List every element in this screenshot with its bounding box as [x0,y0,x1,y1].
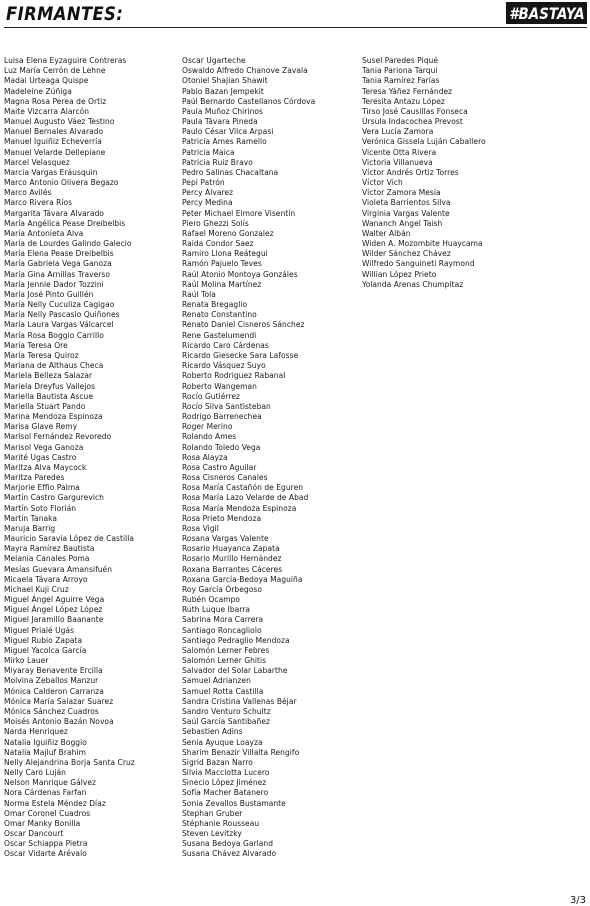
signatory-name: Miguel Ángel Aguirre Vega [4,595,105,605]
signatory-name: Rubén Ocampo [182,595,241,605]
signatory-name: María Laura Vargas Válcarcel [4,320,114,330]
signatory-name: María Antonieta Alva [4,228,84,238]
signatory-name: Mónica Calderon Carranza [4,686,104,696]
signatory-name: Renato Daniel Cisneros Sánchez [182,320,305,330]
signatory-name: Marisa Glave Remy [4,422,78,432]
signatory-name: Luisa Elena Eyzaguire Contreras [4,56,127,65]
signatory-name: Luz María Cerrón de Lehne [4,66,106,76]
signatory-name: Senia Ayuque Loayza [182,737,263,747]
hashtag-badge [506,2,587,24]
signatory-name: Stéphanie Rousseau [182,818,260,828]
signatory-name: Teresita Antazu López [362,96,445,106]
signatory-name: Susel Paredes Piqué [362,56,439,65]
signatory-name: María Nelly Cuculiza Cagigao [4,300,115,310]
signatory-name: Pepi Patrón [182,178,225,188]
signatory-name: Santiago Roncagliolo [182,625,262,635]
signatory-name: Sharim Benazir Villalta Rengifo [182,747,300,757]
signatory-name: Marisol Vega Ganoza [4,442,84,452]
signatory-name: Molvina Zeballos Manzur [4,676,99,686]
signatory-name: María Gina Arnillas Traverso [4,269,111,279]
signatory-name: Samuel Rotta Castilla [182,686,264,696]
signatory-name: Víctor Vich [362,178,403,188]
signatory-name: Rosa Cisneros Canales [182,473,268,483]
signatory-name: Roberto Wangeman [182,381,257,391]
signatory-name: Marina Mendoza Espinoza [4,412,103,422]
signatory-name: Magna Rosa Perea de Ortiz [4,96,107,106]
signatory-name: Rocío Gutiérrez [182,391,241,401]
signatory-name: Steven Levitzky [182,829,242,839]
signatory-name: Raúl Tola [182,289,216,299]
signatory-name: Raida Condor Saez [182,239,254,249]
signatory-name: Patricia Ruiz Bravo [182,157,253,167]
signatory-name: Oswaldo Alfredo Chanove Zavala [182,66,308,76]
signatory-name: Maritza Alva Maycock [4,462,87,472]
signatory-name: María Teresa Quiroz [4,350,79,360]
signatory-name: Marcel Velasquez [4,157,70,167]
signatory-name: Mónica Sánchez Cuadros [4,707,99,716]
signatory-name: Miguel Prialé Ugás [4,625,75,635]
signatory-name: Teresa Yáñez Fernández [362,86,453,96]
signatory-name: Omar Manky Bonilla [4,818,81,828]
signatory-name: Manuel Iguiñiz Echeverría [4,137,102,147]
signatory-name: Nora Cárdenas Farfan [4,788,87,798]
signatory-name: Mirko Lauer [4,656,49,666]
signatory-name: Ramiro Llona Reátegui [182,249,268,259]
signatory-name: Oscar Vidarte Arévalo [4,849,87,859]
signatory-name: Sebastien Adins [182,727,243,737]
signatory-name: Patricia Ames Ramello [182,137,267,147]
signatory-name: Sandro Venturo Schultz [182,707,271,716]
signatory-name: Tirso José Causillas Fonseca [362,106,468,116]
signatory-name: Marco Avilés [4,188,52,198]
signatory-name: Mariela Belleza Salazar [4,371,93,381]
signatory-name: Walter Albán [362,228,411,238]
signatory-name: Rosa Prieto Mendoza [182,513,262,523]
signatory-name: Rocío Silva Santisteban [182,401,271,411]
signatory-name: Víctor Andrés Ortiz Torres [362,167,459,177]
signatory-name: María Nelly Pascasio Quiñones [4,310,120,320]
signatory-name: Rosa Castro Aguilar [182,462,257,472]
signatory-name: Yolanda Arenas Chumpitaz [362,279,464,289]
signatory-name: Rolando Toledo Vega [182,442,261,452]
signatory-name: Verónica Gissela Luján Caballero [362,137,486,147]
signatory-name: Rolando Ames [182,432,237,442]
signatories-column-3 [362,56,486,290]
signatory-name: Micaela Távara Arroyo [4,574,88,584]
signatory-name: María Gabriela Vega Ganoza [4,259,112,269]
signatory-name: Pedro Salinas Chacaltana [182,167,279,177]
signatory-name: Willian López Prieto [362,269,437,279]
signatory-name: Roger Merino [182,422,233,432]
signatory-name: Salomón Lerner Ghitis [182,656,267,666]
signatory-name: Tania Ramírez Farías [362,76,440,86]
signatory-name: Vicente Otta Rivera [362,147,437,157]
signatory-name: Rodrigo Barrenechea [182,412,262,422]
signatory-name: Mariella Stuart Pando [4,401,86,411]
signatory-name: Marco Antonio Olivera Begazo [4,178,119,188]
signatory-name: Maritza Paredes [4,473,65,483]
signatory-name: María Elena Pease Dreibelbis [4,249,114,259]
signatory-name: María Teresa Ore [4,340,68,350]
signatory-name: Rosario Huayanca Zapata [182,544,280,554]
signatory-name: Ramón Pajuelo Teves [182,259,262,269]
signatory-name: Violeta Barrientos Silva [362,198,451,208]
signatory-name: Roxana García-Bedoya Maguiña [182,574,303,584]
signatory-name: Úrsula Indacochea Prevost [362,117,463,127]
signatory-name: Samuel Adrianzen [182,676,251,686]
signatory-name: Salomón Lerner Febres [182,645,270,655]
signatory-name: Percy Álvarez [182,188,234,198]
signatory-name: Martín Tanaka [4,513,58,523]
signatory-name: Oscar Schiappa Pietra [4,839,88,849]
signatory-name: Mónica María Salazar Suarez [4,696,114,706]
signatory-name: Rosa María Castañón de Eguren [182,483,304,493]
hashtag-text: #BASTAYA [508,3,585,23]
signatory-name: Norma Estela Méndez Díaz [4,798,106,808]
signatory-name: Sonia Zevallos Bustamante [182,798,286,808]
signatory-name: Mesías Guevara Amansifuén [4,564,113,574]
signatory-name: Roxana Barrantes Cáceres [182,564,283,574]
page-number: 3/3 [569,895,586,906]
signatory-name: Miguel Jaramillo Baanante [4,615,104,625]
signatory-name: Marité Ugas Castro [4,452,77,462]
signatory-name: Wilfredo Sanguineti Raymond [362,259,475,269]
signatory-name: Omar Coronel Cuadros [4,808,91,818]
document-title: FIRMANTES: [6,3,124,25]
signatory-name: Víctor Zamora Mesía [362,188,441,198]
signatory-name: Marcia Vargas Eráusquin [4,167,98,177]
signatory-name: Victoria Villanueva [362,157,433,167]
signatory-name: Paula Muñoz Chirinos [182,106,263,116]
signatory-name: Patricia Maica [182,147,235,157]
signatory-name: Manuel Velarde Dellepiane [4,147,106,157]
signatory-name: Sinecio López Jiménez [182,778,267,788]
signatory-name: Saúl García Santibañez [182,717,270,727]
signatory-name: Natalia Iguiñiz Boggio [4,737,87,747]
signatory-name: Martín Soto Florián [4,503,77,513]
signatory-name: Nelly Alejandrina Borja Santa Cruz [4,757,135,767]
signatory-name: Raúl Molina Martínez [182,279,262,289]
signatory-name: Natalia Majluf Brahim [4,747,86,757]
signatory-name: Rosa Alayza [182,452,228,462]
signatory-name: Madai Urteaga Quispe [4,76,89,86]
signatory-name: Narda Henriquez [4,727,68,737]
signatory-name: Miyaray Benavente Ercilla [4,666,103,676]
signatory-name: Paulo César Vilca Arpasi [182,127,274,137]
signatory-name: Percy Medina [182,198,233,208]
signatory-name: Susana Bedoya Garland [182,839,274,849]
signatory-name: Nelson Manrique Gálvez [4,778,97,788]
signatory-name: Renato Constantino [182,310,257,320]
signatory-name: Rosa María Mendoza Espinoza [182,503,297,513]
signatory-name: Martín Castro Gargurevich [4,493,104,503]
signatory-name: Manuel Augusto Váez Testino [4,117,115,127]
signatory-name: Miguel Rubio Zapata [4,635,83,645]
signatory-name: Ricardo Caro Cárdenas [182,340,269,350]
signatory-name: Miguel Ángel López López [4,605,103,615]
signatories-column-1 [4,56,135,860]
signatory-name: Paula Távara Pineda [182,117,258,127]
signatory-name: Rosa María Lazo Velarde de Abad [182,493,309,503]
signatory-name: Silvia Macciotta Lucero [182,768,270,778]
signatory-name: Otoniel Shajian Shawit [182,76,268,86]
signatory-name: Moisés Antonio Bazán Novoa [4,717,114,727]
signatory-name: Virginia Vargas Valente [362,208,450,218]
signatory-name: Paúl Bernardo Castellanos Córdova [182,96,316,106]
signatory-name: Salvador del Solar Labarthe [182,666,288,676]
signatory-name: Mayra Ramírez Bautista [4,544,95,554]
signatory-name: Vera Lucía Zamora [362,127,434,137]
signatory-name: Miguel Yacolca García [4,645,87,655]
signatory-name: Peter Michael Elmore Visentín [182,208,296,218]
signatory-name: Oscar Dancourt [4,829,64,839]
signatory-name: Rosario Murillo Hernández [182,554,282,564]
signatory-name: Sabrina Mora Carrera [182,615,264,625]
signatory-name: Sandra Cristina Vallenas Béjar [182,696,297,706]
signatory-name: Rafael Moreno Gonzalez [182,228,274,238]
signatory-name: María Angélica Pease Dreibelbis [4,218,126,228]
signatory-name: María de Lourdes Galindo Galecio [4,239,132,249]
signatory-name: Tania Pariona Tarqui [362,66,438,76]
signatory-name: Mariana de Althaus Checa [4,361,104,371]
signatory-name: Roy García Órbegoso [182,584,262,594]
signatory-name: Susana Chávez Alvarado [182,849,277,859]
signatory-name: Renata Bregaglio [182,300,248,310]
signatory-name: Maite Vizcarra Alarcón [4,106,90,116]
signatory-name: Piero Ghezzi Solís [182,218,249,228]
signatory-name: Marisol Fernández Revoredo [4,432,112,442]
signatory-name: Rosana Vargas Valente [182,534,269,544]
signatory-name: Sigrid Bazan Narro [182,757,253,767]
signatories-column-2 [182,56,315,860]
signatory-name: Ricardo Giesecke Sara Lafosse [182,350,299,360]
signatory-name: Pablo Bazan Jempekit [182,86,264,96]
signatory-name: Margarita Távara Alvarado [4,208,105,218]
signatory-name: Wananch Angel Taish [362,218,443,228]
signatory-name: Ruth Luque Ibarra [182,605,251,615]
signatory-name: Santiago Pedraglio Mendoza [182,635,290,645]
signatory-name: Maruja Barrig [4,523,56,533]
signatory-name: Wilder Sánchez Chávez [362,249,451,259]
signatory-name: Rosa Vigil [182,523,219,533]
signatory-name: Rene Gastelumendi [182,330,257,340]
signatory-name: Raúl Atonio Montoya Gonzáles [182,269,298,279]
signatory-name: Roberto Rodriguez Rabanal [182,371,286,381]
signatory-name: María Jennie Dador Tozzini [4,279,104,289]
signatory-name: Oscar Ugarteche [182,56,246,65]
signatory-name: María Rosa Boggio Carrillo [4,330,104,340]
signatory-name: Mariela Dreyfus Vallejos [4,381,96,391]
signatory-name: Widen A. Mozombite Huaycama [362,239,483,249]
signatory-name: María José Pinto Guillén [4,289,94,299]
signatory-name: Sofía Macher Batanero [182,788,269,798]
signatory-name: Melania Canales Poma [4,554,90,564]
signatory-name: Michael Kuji Cruz [4,584,69,594]
header-divider [4,27,587,28]
signatory-name: Madeleine Zúñiga [4,86,72,96]
signatory-name: Marco Rivera Ríos [4,198,73,208]
signatory-name: Mariella Bautista Ascue [4,391,94,401]
signatory-name: Nelly Caro Luján [4,768,66,778]
signatory-name: Ricardo Vásquez Suyo [182,361,266,371]
signatory-name: Manuel Bernales Alvarado [4,127,104,137]
signatory-name: Stephan Gruber [182,808,243,818]
signatory-name: Mauricio Saravia López de Castilla [4,534,135,544]
signatory-name: Marjorie Effio Palma [4,483,80,493]
